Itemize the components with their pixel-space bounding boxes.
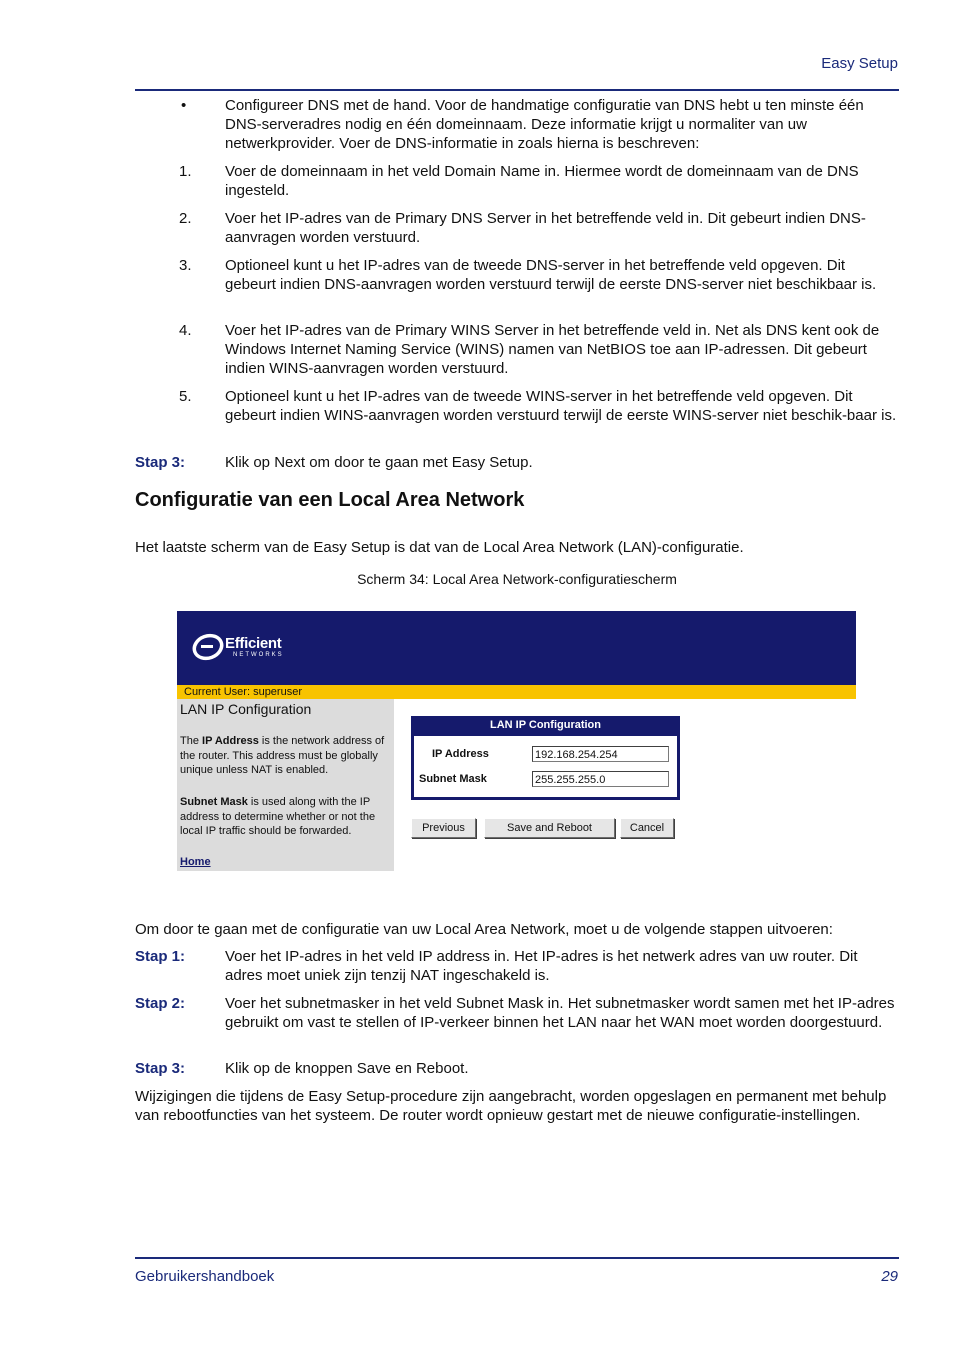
dns-step: [135, 256, 899, 294]
help-term: Subnet Mask: [180, 796, 248, 808]
sidebar-title: LAN IP Configuration: [180, 701, 312, 717]
sidebar-ip-help: [180, 734, 390, 778]
lan-step: [135, 947, 899, 985]
ip-address-input[interactable]: 192.168.254.254: [532, 746, 669, 762]
help-term: IP Address: [202, 735, 259, 747]
closing-paragraph: Wijzigingen die tijdens de Easy Setup-procedure zijn aangebracht, worden opgeslagen en permanent met behulp van rebootfuncties van het systeem. De router wordt opnieuw gestart met de nieuwe configuratie-instellingen.: [135, 1088, 887, 1124]
save-and-reboot-button[interactable]: Save and Reboot: [484, 818, 615, 838]
step-number: 2.: [179, 210, 192, 227]
stap-label: Stap 2:: [135, 995, 186, 1012]
help-text: is the network address of the router. This address must be globally unique unless NAT is enabled.: [180, 735, 385, 776]
stap-3-next: [135, 453, 899, 472]
efficient-logo-icon: [192, 631, 226, 661]
step-number: 3.: [179, 257, 192, 274]
header-rule: [135, 89, 899, 91]
home-link[interactable]: Home: [180, 856, 211, 868]
bullet-text: Configureer DNS met de hand. Voor de handmatige configuratie van DNS hebt u ten minste één DNS-serveradres nodig en één domeinnaam. Deze informatie krijgt u normaliter van uw netwerkprovider. Voer de DNS-informatie in zoals hierna is beschreven:: [225, 97, 864, 152]
lan-box-body: [414, 736, 677, 797]
stap-text: Voer het subnetmasker in het veld Subnet Mask in. Het subnetmasker wordt samen met het IP-adres gebruikt om vast te stellen of IP-verkeer binnen het LAN naar het WAN moet worden doorgestuurd.: [225, 995, 895, 1031]
step-text: Optioneel kunt u het IP-adres van de tweede DNS-server in het betreffende veld opgeven. Dit gebeurt indien DNS-aanvragen worden verstuurd terwijl de eerste DNS-server niet beschikbaar is.: [225, 257, 877, 293]
cancel-button[interactable]: Cancel: [620, 818, 674, 838]
stap-text: Voer het IP-adres in het veld IP address in. Het IP-adres is het netwerk adres van uw router. Dit adres moet uniek zijn tenzij NAT ingeschakeld is.: [225, 948, 858, 984]
lan-config-screenshot: [177, 611, 856, 871]
stap-label: Stap 3:: [135, 1060, 186, 1077]
lan-intro: Om door te gaan met de configuratie van uw Local Area Network, moet u de volgende stappen uitvoeren:: [135, 921, 833, 938]
stap-text: Klik op Next om door te gaan met Easy Setup.: [225, 454, 533, 471]
current-user-bar: [177, 685, 856, 699]
step-text: Voer de domeinnaam in het veld Domain Name in. Hiermee wordt de domeinnaam van de DNS ingesteld.: [225, 163, 859, 199]
section-intro: Het laatste scherm van de Easy Setup is dat van de Local Area Network (LAN)-configuratie.: [135, 539, 744, 556]
logo-subtext: NETWORKS: [233, 652, 284, 658]
running-header: Easy Setup: [821, 55, 898, 72]
ip-address-label: IP Address: [432, 748, 489, 760]
subnet-mask-label: Subnet Mask: [419, 773, 487, 785]
lan-step: [135, 994, 899, 1032]
step-text: Voer het IP-adres van de Primary WINS Server in het betreffende veld in. Net als DNS kent ook de Windows Internet Naming Service (WINS) namen van NetBIOS toe aan IP-adressen. Dit gebeurt indien WINS-aanvragen worden verstuurd.: [225, 322, 880, 377]
stap-label: Stap 3:: [135, 454, 186, 471]
bullet-item: [135, 96, 899, 153]
screenshot-banner: [177, 611, 856, 685]
footer-rule: [135, 1257, 899, 1259]
lan-step: [135, 1059, 899, 1078]
footer-title: Gebruikershandboek: [135, 1268, 275, 1285]
stap-text: Klik op de knoppen Save en Reboot.: [225, 1060, 469, 1077]
step-number: 1.: [179, 163, 192, 180]
section-heading: Configuratie van een Local Area Network: [135, 489, 525, 511]
lan-box-title: LAN IP Configuration: [489, 719, 601, 731]
step-number: 5.: [179, 388, 192, 405]
step-text: Voer het IP-adres van de Primary DNS Server in het betreffende veld in. Dit gebeurt indien DNS-aanvragen worden verstuurd.: [225, 210, 866, 246]
stap-label: Stap 1:: [135, 948, 186, 965]
dns-step: [135, 387, 899, 425]
bullet-marker: •: [181, 97, 187, 114]
help-text: The: [180, 735, 203, 747]
dns-step: [135, 209, 899, 247]
dns-step: [135, 321, 899, 378]
subnet-mask-input[interactable]: 255.255.255.0: [532, 771, 669, 787]
page-number: 29: [881, 1268, 898, 1285]
help-sidebar: [177, 699, 394, 871]
dns-step: [135, 162, 899, 200]
step-number: 4.: [179, 322, 192, 339]
previous-button[interactable]: Previous: [411, 818, 476, 838]
help-text: is used along with the IP address to determine whether or not the local IP traffic should be forwarded.: [180, 796, 376, 837]
lan-config-box: [411, 716, 680, 800]
logo-text: Efficient: [225, 635, 282, 652]
figure-caption: Scherm 34: Local Area Network-configuratiescherm: [357, 571, 677, 587]
current-user-text: Current User: superuser: [184, 686, 302, 698]
sidebar-mask-help: [180, 795, 390, 839]
step-text: Optioneel kunt u het IP-adres van de tweede WINS-server in het betreffende veld opgeven. Dit gebeurt indien WINS-aanvragen worden verstuurd terwijl de eerste WINS-server niet beschik-baar is.: [225, 388, 897, 424]
